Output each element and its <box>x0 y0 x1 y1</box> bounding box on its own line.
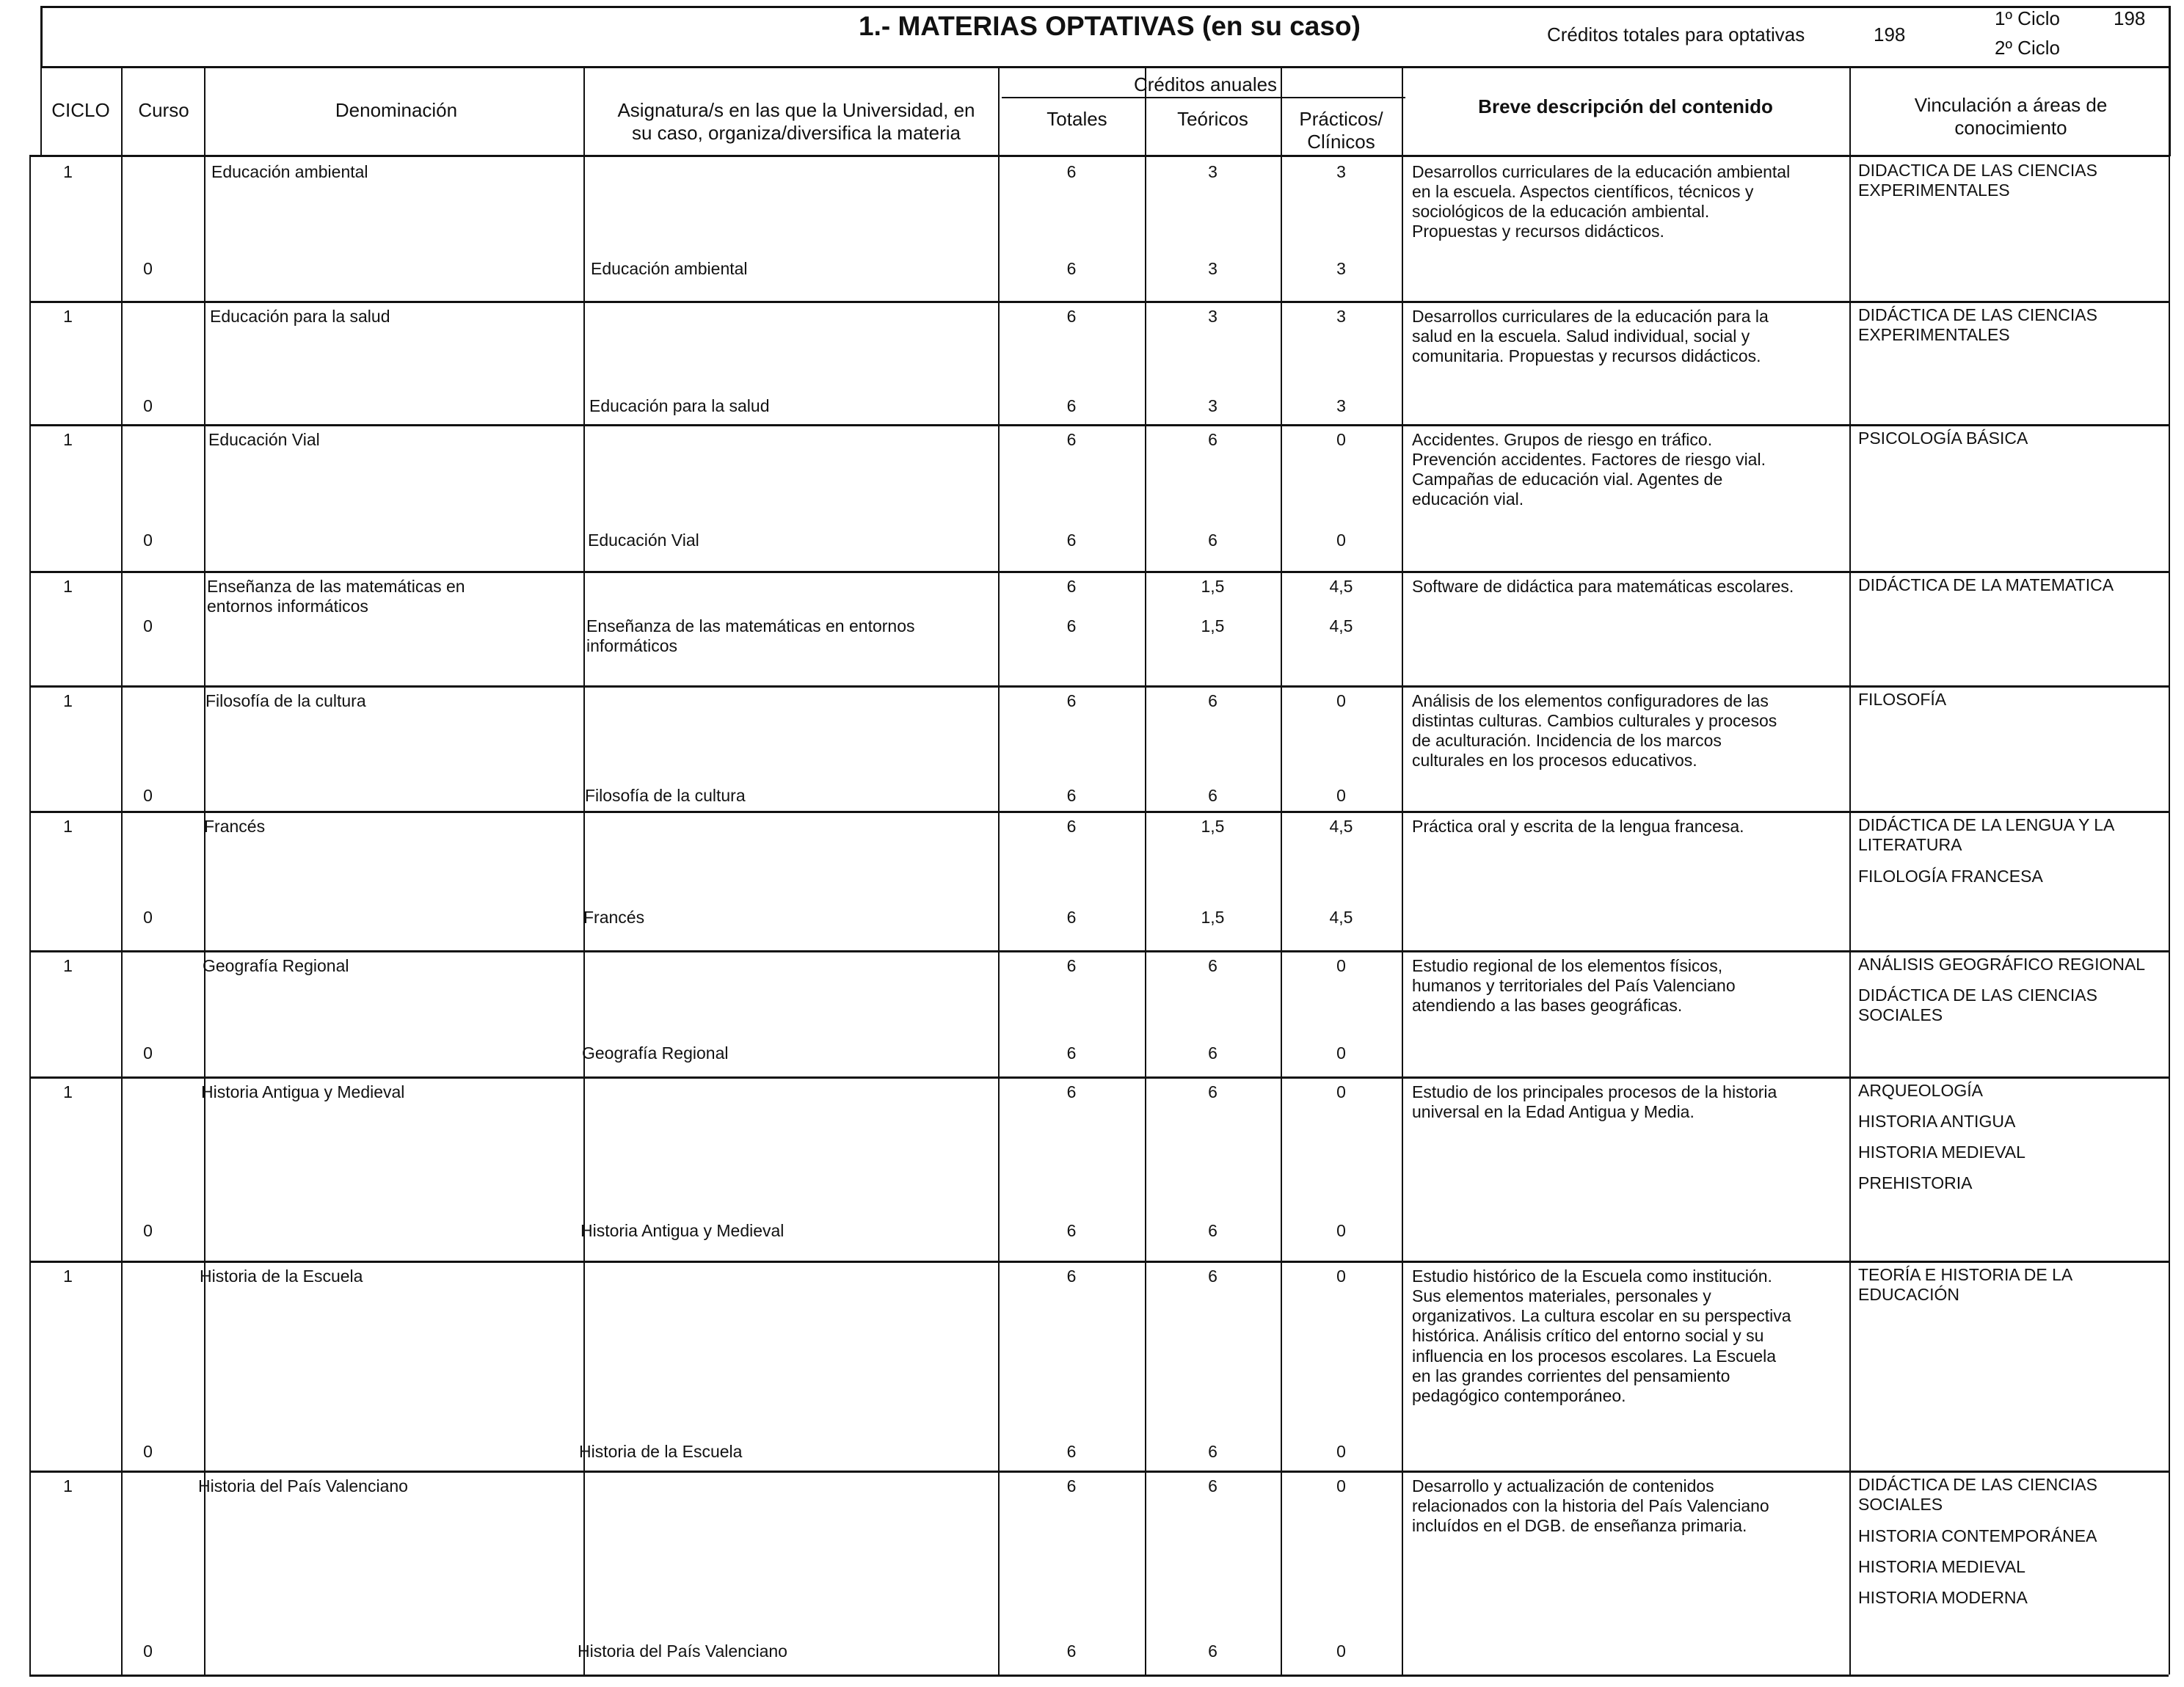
asignatura-cell: Geografía Regional <box>582 1043 729 1063</box>
totales-cell: 6 <box>1066 956 1077 975</box>
area-item: ANÁLISIS GEOGRÁFICO REGIONAL <box>1858 955 2146 974</box>
creditos-sub-rule <box>1002 97 1405 98</box>
practicos-cell: 4,5 <box>1329 577 1353 596</box>
teoricos-cell: 6 <box>1208 1043 1217 1063</box>
curso-cell: 0 <box>143 531 153 550</box>
body-column-rule <box>204 156 205 1675</box>
area-item: DIDÁCTICA DE LA MATEMATICA <box>1858 575 2114 594</box>
area-item: DIDÁCTICA DE LA LENGUA Y LA LITERATURA <box>1858 815 2115 855</box>
denominacion-cell: Filosofía de la cultura <box>205 691 366 710</box>
totales-cell: 6 <box>1066 396 1077 415</box>
teoricos-cell: 6 <box>1208 1442 1217 1461</box>
totales-cell: 6 <box>1066 817 1077 836</box>
totales-cell: 6 <box>1066 162 1077 181</box>
ciclo-cell: 1 <box>63 1267 73 1286</box>
page-title: 1.- MATERIAS OPTATIVAS (en su caso) <box>859 11 1361 41</box>
teoricos-cell: 6 <box>1208 1476 1217 1495</box>
ciclo-cell: 1 <box>63 1476 73 1495</box>
ciclo-cell: 1 <box>63 956 73 975</box>
area-item: DIDÁCTICA DE LAS CIENCIAS SOCIALES <box>1858 985 2097 1025</box>
practicos-cell: 4,5 <box>1329 616 1353 635</box>
totales-cell: 6 <box>1066 691 1077 710</box>
area-item: TEORÍA E HISTORIA DE LA EDUCACIÓN <box>1858 1265 2073 1305</box>
ciclo-cell: 1 <box>63 307 73 326</box>
area-item: FILOSOFÍA <box>1858 690 1947 709</box>
curso-cell: 0 <box>143 1043 153 1063</box>
asignatura-cell: Enseñanza de las matemáticas en entornos informáticos <box>586 616 915 656</box>
practicos-cell: 0 <box>1336 786 1346 805</box>
descripcion-cell: Accidentes. Grupos de riesgo en tráfico. Prevención accidentes. Factores de riesgo vial. Campañas de educación vial. Agentes de educación vial. <box>1412 430 1766 509</box>
row-separator <box>29 1076 2169 1079</box>
descripcion-cell: Desarrollos curriculares de la educación para la salud en la escuela. Salud individual, social y comunitaria. Propuestas y recursos didácticos. <box>1412 307 1769 366</box>
asignatura-cell: Francés <box>583 908 645 927</box>
practicos-cell: 0 <box>1336 1442 1346 1461</box>
practicos-cell: 0 <box>1336 1476 1346 1495</box>
totales-cell: 6 <box>1066 1082 1077 1101</box>
header-top-rule <box>40 6 2169 8</box>
totales-cell: 6 <box>1066 1642 1077 1661</box>
teoricos-cell: 6 <box>1208 956 1217 975</box>
denominacion-cell: Educación Vial <box>208 430 320 449</box>
column-header-bottom-rule <box>29 155 2169 157</box>
totales-cell: 6 <box>1066 307 1077 326</box>
row-separator <box>29 1471 2169 1473</box>
ciclo1-value: 198 <box>2114 7 2146 29</box>
practicos-cell: 0 <box>1336 1267 1346 1286</box>
row-separator <box>29 811 2169 813</box>
header-ciclo-right-rule <box>121 68 123 156</box>
descripcion-cell: Práctica oral y escrita de la lengua francesa. <box>1412 817 1744 836</box>
area-item: DIDÁCTICA DE LAS CIENCIAS SOCIALES <box>1858 1475 2097 1515</box>
teoricos-cell: 6 <box>1208 1267 1217 1286</box>
body-column-rule <box>2169 156 2170 1675</box>
curso-cell: 0 <box>143 396 153 415</box>
totales-cell: 6 <box>1066 259 1077 278</box>
asignatura-cell: Educación ambiental <box>591 259 748 278</box>
curso-cell: 0 <box>143 259 153 278</box>
ciclo-cell: 1 <box>63 1082 73 1101</box>
practicos-cell: 0 <box>1336 1221 1346 1240</box>
teoricos-cell: 3 <box>1208 307 1217 326</box>
teoricos-cell: 6 <box>1208 430 1217 449</box>
asignatura-cell: Historia Antigua y Medieval <box>580 1221 785 1240</box>
practicos-cell: 0 <box>1336 531 1346 550</box>
descripcion-cell: Estudio de los principales procesos de la historia universal en la Edad Antigua y Media. <box>1412 1082 1777 1122</box>
teoricos-cell: 1,5 <box>1201 616 1225 635</box>
totales-cell: 6 <box>1066 1267 1077 1286</box>
denominacion-cell: Historia de la Escuela <box>200 1267 363 1286</box>
col-ciclo: CICLO <box>51 99 110 121</box>
practicos-cell: 4,5 <box>1329 908 1353 927</box>
col-denominacion: Denominación <box>335 99 458 121</box>
area-item: PREHISTORIA <box>1858 1173 1973 1192</box>
area-item: ARQUEOLOGÍA <box>1858 1081 1983 1100</box>
descripcion-cell: Desarrollos curriculares de la educación ambiental en la escuela. Aspectos científicos, técnicos y sociológicos de la educación ambiental. Propuestas y recursos didácticos. <box>1412 162 1791 241</box>
practicos-cell: 0 <box>1336 1082 1346 1101</box>
asignatura-cell: Historia del País Valenciano <box>578 1642 787 1661</box>
col-practicos: Prácticos/ Clínicos <box>1299 108 1383 153</box>
col-descripcion: Breve descripción del contenido <box>1478 95 1773 117</box>
totales-cell: 6 <box>1066 531 1077 550</box>
descripcion-cell: Software de didáctica para matemáticas escolares. <box>1412 577 1794 596</box>
practicos-cell: 3 <box>1336 307 1346 326</box>
descripcion-cell: Estudio histórico de la Escuela como institución. Sus elementos materiales, personales y organizativos. La cultura escolar en su perspectiva histórica. Análisis crítico del entorno social y su influencia en los procesos escolares. La Escuela en las grandes corrientes del pensamiento pedagógico contemporáneo. <box>1412 1267 1791 1405</box>
practicos-cell: 3 <box>1336 162 1346 181</box>
header-ciclo-left-rule <box>40 68 42 156</box>
denominacion-cell: Educación ambiental <box>211 162 368 181</box>
teoricos-cell: 1,5 <box>1201 577 1225 596</box>
col-vinculacion: Vinculación a áreas de conocimiento <box>1914 94 2108 139</box>
area-item: DIDACTICA DE LAS CIENCIAS EXPERIMENTALES <box>1858 161 2097 200</box>
practicos-cell: 0 <box>1336 691 1346 710</box>
row-separator <box>29 685 2169 688</box>
ciclo2-label: 2º Ciclo <box>1995 37 2060 59</box>
descripcion-cell: Estudio regional de los elementos físicos, humanos y territoriales del País Valenciano atendiendo a las bases geográficas. <box>1412 956 1736 1016</box>
area-item: HISTORIA MEDIEVAL <box>1858 1143 2025 1162</box>
area-item: HISTORIA MODERNA <box>1858 1588 2028 1607</box>
practicos-cell: 0 <box>1336 956 1346 975</box>
practicos-cell: 3 <box>1336 396 1346 415</box>
row-separator <box>29 571 2169 573</box>
totales-cell: 6 <box>1066 1043 1077 1063</box>
asignatura-cell: Historia de la Escuela <box>579 1442 743 1461</box>
col-totales: Totales <box>1046 108 1107 130</box>
teoricos-cell: 1,5 <box>1201 908 1225 927</box>
curso-cell: 0 <box>143 1221 153 1240</box>
body-column-rule <box>1849 156 1851 1675</box>
denominacion-cell: Educación para la salud <box>210 307 390 326</box>
ciclo-cell: 1 <box>63 430 73 449</box>
teoricos-cell: 6 <box>1208 531 1217 550</box>
curso-cell: 0 <box>143 786 153 805</box>
teoricos-cell: 6 <box>1208 691 1217 710</box>
curso-cell: 0 <box>143 1442 153 1461</box>
area-item: HISTORIA ANTIGUA <box>1858 1112 2016 1131</box>
denominacion-cell: Geografía Regional <box>203 956 349 975</box>
teoricos-cell: 6 <box>1208 1082 1217 1101</box>
practicos-cell: 4,5 <box>1329 817 1353 836</box>
totales-cell: 6 <box>1066 908 1077 927</box>
total-credits-value: 198 <box>1874 23 1906 45</box>
totales-cell: 6 <box>1066 616 1077 635</box>
row-separator <box>29 301 2169 303</box>
totales-cell: 6 <box>1066 577 1077 596</box>
asignatura-cell: Educación Vial <box>588 531 699 550</box>
denominacion-cell: Historia Antigua y Medieval <box>201 1082 405 1101</box>
row-separator <box>29 1261 2169 1263</box>
area-item: FILOLOGÍA FRANCESA <box>1858 867 2043 886</box>
ciclo-cell: 1 <box>63 691 73 710</box>
col-creditos-anuales: Créditos anuales <box>1133 73 1278 95</box>
col-asignatura: Asignatura/s en las que la Universidad, en su caso, organiza/diversifica la materia <box>617 99 975 144</box>
table-bottom-rule <box>29 1675 2169 1677</box>
practicos-cell: 3 <box>1336 259 1346 278</box>
descripcion-cell: Desarrollo y actualización de contenidos relacionados con la historia del País Valenciano incluídos en el DGB. de enseñanza primaria. <box>1412 1476 1769 1536</box>
ciclo-cell: 1 <box>63 577 73 596</box>
asignatura-cell: Educación para la salud <box>589 396 770 415</box>
practicos-cell: 0 <box>1336 1642 1346 1661</box>
ciclo-cell: 1 <box>63 162 73 181</box>
totales-cell: 6 <box>1066 1442 1077 1461</box>
asignatura-cell: Filosofía de la cultura <box>585 786 746 805</box>
practicos-cell: 0 <box>1336 430 1346 449</box>
col-curso: Curso <box>138 99 189 121</box>
col-teoricos: Teóricos <box>1177 108 1248 130</box>
denominacion-cell: Historia del País Valenciano <box>198 1476 408 1495</box>
ciclo1-label: 1º Ciclo <box>1995 7 2060 29</box>
totales-cell: 6 <box>1066 1221 1077 1240</box>
teoricos-cell: 6 <box>1208 786 1217 805</box>
header-left-rule <box>40 6 43 68</box>
curso-cell: 0 <box>143 616 153 635</box>
descripcion-cell: Análisis de los elementos configuradores de las distintas culturas. Cambios culturales y procesos de aculturación. Incidencia de los marcos culturales en los procesos educativos. <box>1412 691 1777 770</box>
practicos-cell: 0 <box>1336 1043 1346 1063</box>
curso-cell: 0 <box>143 1642 153 1661</box>
row-separator <box>29 950 2169 952</box>
row-separator <box>29 424 2169 426</box>
area-item: HISTORIA MEDIEVAL <box>1858 1557 2025 1576</box>
teoricos-cell: 6 <box>1208 1221 1217 1240</box>
ciclo-cell: 1 <box>63 817 73 836</box>
denominacion-cell: Francés <box>204 817 266 836</box>
totales-cell: 6 <box>1066 1476 1077 1495</box>
area-item: HISTORIA CONTEMPORÁNEA <box>1858 1526 2097 1545</box>
body-column-rule <box>29 156 31 1675</box>
teoricos-cell: 6 <box>1208 1642 1217 1661</box>
curso-cell: 0 <box>143 908 153 927</box>
teoricos-cell: 1,5 <box>1201 817 1225 836</box>
teoricos-cell: 3 <box>1208 162 1217 181</box>
teoricos-cell: 3 <box>1208 259 1217 278</box>
area-item: PSICOLOGÍA BÁSICA <box>1858 429 2028 448</box>
totales-cell: 6 <box>1066 786 1077 805</box>
body-column-rule <box>1402 156 1403 1675</box>
teoricos-cell: 3 <box>1208 396 1217 415</box>
area-item: DIDÁCTICA DE LAS CIENCIAS EXPERIMENTALES <box>1858 305 2097 345</box>
total-credits-label: Créditos totales para optativas <box>1547 23 1805 45</box>
totales-cell: 6 <box>1066 430 1077 449</box>
denominacion-cell: Enseñanza de las matemáticas en entornos informáticos <box>207 577 465 616</box>
